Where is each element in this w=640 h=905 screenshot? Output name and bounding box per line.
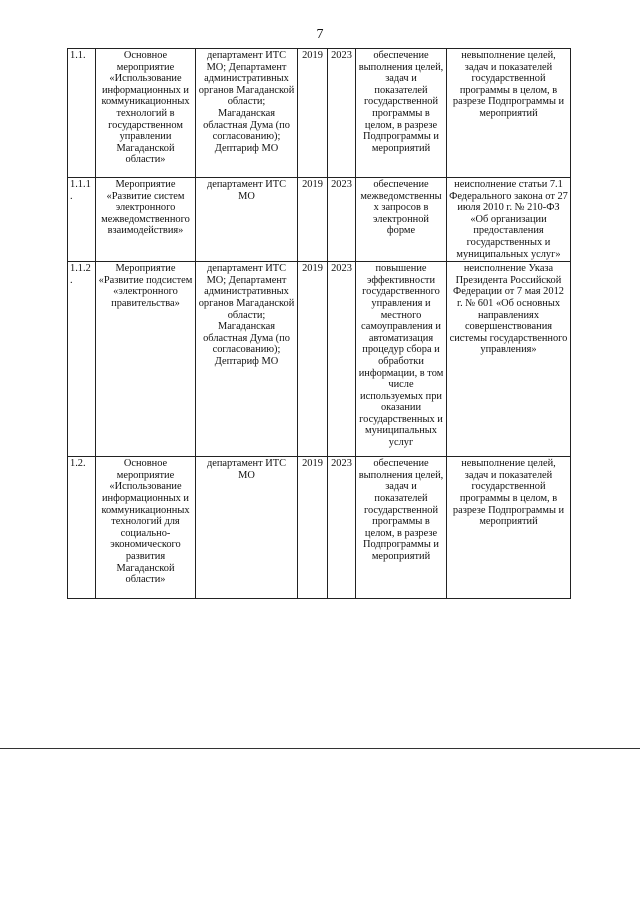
- row-number: 1.1.: [68, 49, 96, 178]
- end-year: 2023: [328, 49, 356, 178]
- table-row: [68, 457, 571, 599]
- non-implementation-consequence: неисполнение статьи 7.1 Федерального закона от 27 июля 2010 г. № 210-ФЗ «Об организации предоставления государственных и муниципальных услуг»: [447, 178, 571, 262]
- activity-name: Основное мероприятие «Использование информационных и коммуникационных технологий в государственном управлении Магаданской области»: [96, 49, 196, 178]
- responsible-executor: департамент ИТС МО; Департамент административных органов Магаданской области; Магаданская областная Дума (по согласованию); Дептариф МО: [196, 49, 298, 178]
- responsible-executor: департамент ИТС МО; Департамент административных органов Магаданской области; Магаданская областная Дума (по согласованию); Дептариф МО: [196, 262, 298, 457]
- non-implementation-consequence: невыполнение целей, задач и показателей государственной программы в целом, в разрезе Подпрограммы и мероприятий: [447, 457, 571, 599]
- end-year: 2023: [328, 262, 356, 457]
- row-number: 1.1.1.: [68, 178, 96, 262]
- responsible-executor: департамент ИТС МО: [196, 457, 298, 599]
- expected-result: повышение эффективности государственного управления и местного самоуправления и автоматизация процедур сбора и обработки информации, в том числе используемых при оказании государственных и муниципальных услуг: [356, 262, 447, 457]
- non-implementation-consequence: невыполнение целей, задач и показателей государственной программы в целом, в разрезе Подпрограммы и мероприятий: [447, 49, 571, 178]
- row-number: 1.1.2.: [68, 262, 96, 457]
- start-year: 2019: [298, 457, 328, 599]
- end-year: 2023: [328, 457, 356, 599]
- expected-result: обеспечение выполнения целей, задач и показателей государственной программы в целом, в разрезе Подпрограммы и мероприятий: [356, 49, 447, 178]
- expected-result: обеспечение межведомственных запросов в электронной форме: [356, 178, 447, 262]
- row-number: 1.2.: [68, 457, 96, 599]
- non-implementation-consequence: неисполнение Указа Президента Российской Федерации от 7 мая 2012 г. № 601 «Об основных направлениях совершенствования системы государственного управления»: [447, 262, 571, 457]
- responsible-executor: департамент ИТС МО: [196, 178, 298, 262]
- activity-name: Основное мероприятие «Использование информационных и коммуникационных технологий для социально-экономического развития Магаданской области»: [96, 457, 196, 599]
- expected-result: обеспечение выполнения целей, задач и показателей государственной программы в целом, в разрезе Подпрограммы и мероприятий: [356, 457, 447, 599]
- activity-name: Мероприятие «Развитие подсистем «электронного правительства»: [96, 262, 196, 457]
- table-row: [68, 178, 571, 262]
- start-year: 2019: [298, 262, 328, 457]
- program-activities-table: [67, 48, 571, 599]
- table-row: [68, 262, 571, 457]
- start-year: 2019: [298, 178, 328, 262]
- start-year: 2019: [298, 49, 328, 178]
- page-bottom-divider: [0, 748, 640, 749]
- page-number: 7: [316, 27, 324, 42]
- activity-name: Мероприятие «Развитие систем электронного межведомственного взаимодействия»: [96, 178, 196, 262]
- table-row: [68, 49, 571, 178]
- end-year: 2023: [328, 178, 356, 262]
